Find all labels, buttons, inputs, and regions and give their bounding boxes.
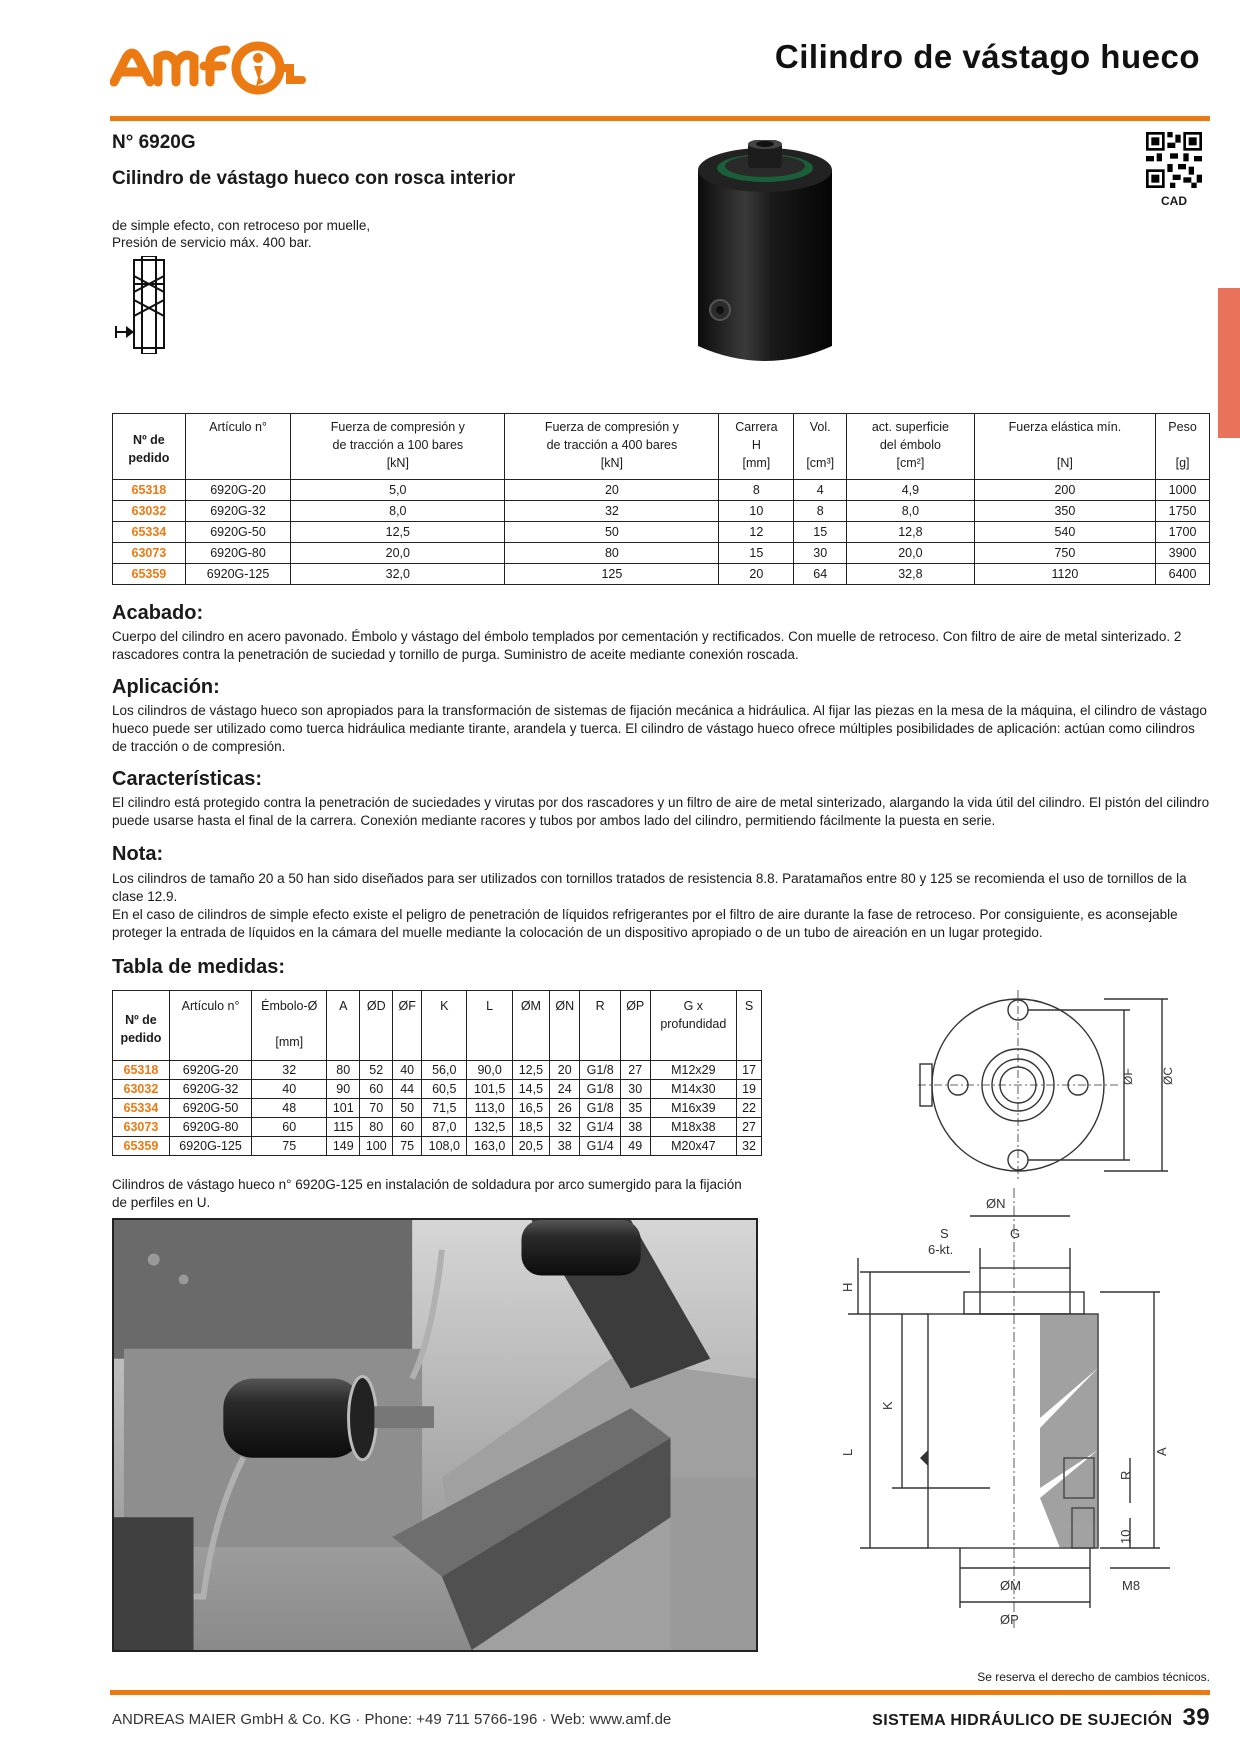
table-cell: 750: [974, 543, 1155, 564]
table-cell: 32: [252, 1061, 327, 1080]
application-photo: [112, 1218, 758, 1652]
aplicacion-heading: Aplicación:: [112, 676, 220, 698]
table-cell: 80: [327, 1061, 360, 1080]
header-line: Peso: [1168, 420, 1197, 434]
table-cell: 4,9: [847, 480, 975, 501]
top-view-drawing: [918, 990, 1208, 1180]
table-cell: 6920G-80: [185, 543, 291, 564]
column-header: [422, 991, 467, 1061]
table-cell: 49: [620, 1137, 650, 1156]
page-title: Cilindro de vástago hueco: [774, 38, 1200, 75]
table-cell: 100: [360, 1137, 393, 1156]
table-cell: 20: [719, 564, 794, 585]
table-cell: 17: [737, 1061, 762, 1080]
table-cell: 10: [719, 501, 794, 522]
label-L: L: [840, 1448, 855, 1456]
table-cell: 6920G-50: [169, 1099, 251, 1118]
table-cell: 60: [252, 1118, 327, 1137]
header-line: A: [339, 999, 348, 1013]
table-cell: 24: [549, 1080, 580, 1099]
table-cell: 113,0: [467, 1099, 512, 1118]
table-cell: 19: [737, 1080, 762, 1099]
header-line: [978, 436, 1152, 454]
nota-text-1: Los cilindros de tamaño 20 a 50 han sido diseñados para ser utilizados con tornillos tratados de resistencia 8.8. Paratamaños entre 80 y 125 se recomienda el uso de tornillos de la clase 12.9.: [112, 871, 1187, 904]
table-cell: 12,5: [512, 1061, 549, 1080]
header-line: K: [440, 999, 449, 1013]
spec-table: [112, 413, 1210, 585]
label-S: S: [940, 1226, 949, 1241]
header-line: ØF: [398, 999, 416, 1013]
column-header: [327, 991, 360, 1061]
table-cell: 1700: [1156, 522, 1210, 543]
table-cell: 38: [620, 1118, 650, 1137]
table-cell: 149: [327, 1137, 360, 1156]
table-cell: 6920G-32: [169, 1080, 251, 1099]
table-cell: 80: [360, 1118, 393, 1137]
column-header: [974, 414, 1155, 480]
photo-caption: Cilindros de vástago hueco n° 6920G-125 en instalación de soldadura por arco sumergido para la fijación de perfiles en U.: [112, 1177, 742, 1210]
order-number-cell[interactable]: 65318: [113, 1061, 170, 1080]
table-cell: 26: [549, 1099, 580, 1118]
table-cell: G1/4: [580, 1137, 620, 1156]
table-cell: 56,0: [422, 1061, 467, 1080]
header-line: [N]: [1056, 456, 1073, 470]
table-row: [113, 1137, 762, 1156]
column-header: [113, 991, 170, 1061]
acabado-heading: Acabado:: [112, 602, 204, 624]
header-line: ØM: [520, 999, 541, 1013]
company-info: ANDREAS MAIER GmbH & Co. KG · Phone: +49 711 5766-196 · Web: www.amf.de: [112, 1711, 672, 1728]
section-drawing: [840, 1188, 1210, 1628]
table-cell: 70: [360, 1099, 393, 1118]
table-cell: 40: [252, 1080, 327, 1099]
column-header: [393, 991, 422, 1061]
column-header: [650, 991, 737, 1061]
column-header: [505, 414, 719, 480]
table-cell: 15: [719, 543, 794, 564]
table-cell: 20,0: [291, 543, 505, 564]
qr-code-icon[interactable]: [1146, 132, 1202, 188]
table-cell: 6920G-125: [169, 1137, 251, 1156]
table-cell: 27: [620, 1061, 650, 1080]
table-cell: 75: [393, 1137, 422, 1156]
header-line: Fuerza elástica mín.: [1008, 420, 1122, 434]
table-cell: 64: [794, 564, 847, 585]
header-line: Artículo n°: [209, 420, 267, 434]
table-row: [113, 1080, 762, 1099]
header-line: Émbolo-Ø: [261, 999, 318, 1013]
table-cell: 52: [360, 1061, 393, 1080]
header-line: S: [744, 999, 754, 1013]
header-line: pedido: [128, 450, 170, 465]
table-cell: 30: [794, 543, 847, 564]
table-cell: 32: [505, 501, 719, 522]
section-tab: [1218, 288, 1240, 438]
column-header: [737, 991, 762, 1061]
table-cell: 44: [393, 1080, 422, 1099]
table-cell: 30: [620, 1080, 650, 1099]
table-cell: 163,0: [467, 1137, 512, 1156]
table-cell: 27: [737, 1118, 762, 1137]
label-H: H: [840, 1282, 855, 1292]
header-line: Fuerza de compresión y: [330, 420, 465, 434]
table-cell: 20,5: [512, 1137, 549, 1156]
header-line: [kN]: [600, 456, 623, 470]
header-line: [mm]: [275, 1035, 304, 1049]
table-cell: 35: [620, 1099, 650, 1118]
column-header: [719, 414, 794, 480]
header-line: [g]: [1175, 456, 1190, 470]
header-line: [mm]: [742, 456, 771, 470]
hydraulic-symbol-icon: [112, 256, 174, 354]
acabado-text: Cuerpo del cilindro en acero pavonado. Émbolo y vástago del émbolo templados por cementación y rectificados. Con muelle de retroceso. Con filtro de aire de metal sinterizado. 2 rascadores contra la penetración de suciedad y tornillo de purga. Suministro de aceite mediante conexión roscada.: [112, 629, 1182, 662]
table-cell: 101: [327, 1099, 360, 1118]
table-cell: M14x30: [650, 1080, 737, 1099]
table-cell: 3900: [1156, 543, 1210, 564]
order-number-cell[interactable]: 65334: [113, 1099, 170, 1118]
table-row: [113, 1118, 762, 1137]
table-cell: 80: [505, 543, 719, 564]
header-line: [kN]: [386, 456, 409, 470]
table-cell: 50: [393, 1099, 422, 1118]
column-header: [620, 991, 650, 1061]
header-line: pedido: [120, 1030, 162, 1045]
footer-rule: [110, 1690, 1210, 1695]
table-row: [113, 1099, 762, 1118]
header-line: ØD: [366, 999, 386, 1013]
column-header: [549, 991, 580, 1061]
caracteristicas-text: El cilindro está protegido contra la penetración de suciedades y virutas por dos rascadores y un filtro de aire de metal sinterizado, alargando la vida útil del cilindro. El pistón del cilindro puede usarse hasta el final de la carrera. Conexión mediante racores y tubos por ambos lado del cilindro, permitiendo fácilmente la puesta en serie.: [112, 795, 1210, 828]
table-cell: 12,8: [847, 522, 975, 543]
table-cell: 48: [252, 1099, 327, 1118]
table-cell: 1120: [974, 564, 1155, 585]
order-number-cell[interactable]: 63032: [113, 501, 186, 522]
label-R: R: [1118, 1470, 1133, 1480]
table-cell: 20,0: [847, 543, 975, 564]
header-line: L: [486, 999, 494, 1013]
caracteristicas-heading: Características:: [112, 768, 263, 790]
table-cell: G1/4: [580, 1118, 620, 1137]
table-cell: G1/8: [580, 1061, 620, 1080]
table-cell: 350: [974, 501, 1155, 522]
header-line: G x: [683, 999, 704, 1013]
table-cell: 18,5: [512, 1118, 549, 1137]
medidas-heading: Tabla de medidas:: [112, 956, 286, 978]
column-header: [580, 991, 620, 1061]
table-cell: 4: [794, 480, 847, 501]
column-header: [847, 414, 975, 480]
table-cell: 6920G-32: [185, 501, 291, 522]
order-number-cell[interactable]: 65359: [113, 1137, 170, 1156]
table-cell: 90: [327, 1080, 360, 1099]
table-cell: 20: [549, 1061, 580, 1080]
column-header: [360, 991, 393, 1061]
table-row: [113, 480, 1210, 501]
table-cell: M16x39: [650, 1099, 737, 1118]
order-number-cell[interactable]: 65334: [113, 522, 186, 543]
header-line: de tracción a 400 bares: [546, 438, 678, 452]
table-cell: M18x38: [650, 1118, 737, 1137]
header-line: H: [751, 438, 761, 452]
table-cell: 108,0: [422, 1137, 467, 1156]
disclaimer: Se reserva el derecho de cambios técnicos.: [977, 1670, 1210, 1684]
order-number-cell[interactable]: 65318: [113, 480, 186, 501]
label-K: K: [880, 1401, 895, 1410]
header-line: [797, 436, 843, 454]
nota-heading: Nota:: [112, 843, 164, 865]
table-cell: 15: [794, 522, 847, 543]
header-line: de tracción a 100 bares: [332, 438, 464, 452]
table-row: [113, 522, 1210, 543]
table-cell: 6400: [1156, 564, 1210, 585]
table-cell: M20x47: [650, 1137, 737, 1156]
product-photo: [690, 140, 840, 380]
header-line: ØN: [555, 999, 575, 1013]
amf-logo: [110, 40, 310, 100]
column-header: [794, 414, 847, 480]
column-header: [113, 414, 186, 480]
table-cell: 40: [393, 1061, 422, 1080]
table-cell: 5,0: [291, 480, 505, 501]
table-cell: 101,5: [467, 1080, 512, 1099]
header-line: [cm²]: [896, 456, 925, 470]
table-row: [113, 501, 1210, 522]
spec-header-row: [113, 414, 1210, 480]
order-number-cell[interactable]: 65359: [113, 564, 186, 585]
table-cell: 125: [505, 564, 719, 585]
column-header: [1156, 414, 1210, 480]
table-cell: 32: [549, 1118, 580, 1137]
table-cell: 90,0: [467, 1061, 512, 1080]
table-cell: 32,0: [291, 564, 505, 585]
table-cell: 6920G-20: [169, 1061, 251, 1080]
table-cell: 8: [719, 480, 794, 501]
table-cell: 87,0: [422, 1118, 467, 1137]
order-number-cell[interactable]: 63073: [113, 543, 186, 564]
table-cell: G1/8: [580, 1080, 620, 1099]
label-phiC: ØC: [1161, 1067, 1175, 1085]
table-cell: 71,5: [422, 1099, 467, 1118]
table-cell: 60,5: [422, 1080, 467, 1099]
table-cell: 12,5: [291, 522, 505, 543]
label-M8: M8: [1122, 1578, 1141, 1593]
table-cell: 32,8: [847, 564, 975, 585]
cad-label: CAD: [1161, 194, 1187, 208]
table-cell: 38: [549, 1137, 580, 1156]
table-row: [113, 543, 1210, 564]
column-header: [512, 991, 549, 1061]
header-line: R: [595, 999, 605, 1013]
desc-line: Presión de servicio máx. 400 bar.: [112, 235, 312, 250]
table-cell: 200: [974, 480, 1155, 501]
table-cell: 6920G-20: [185, 480, 291, 501]
table-cell: 50: [505, 522, 719, 543]
table-cell: M12x29: [650, 1061, 737, 1080]
label-hex: 6-kt.: [928, 1242, 954, 1257]
table-cell: 16,5: [512, 1099, 549, 1118]
table-cell: 32: [737, 1137, 762, 1156]
header-line: Nº de: [125, 1012, 157, 1027]
table-cell: 60: [360, 1080, 393, 1099]
table-cell: 115: [327, 1118, 360, 1137]
table-cell: 12: [719, 522, 794, 543]
table-cell: 8,0: [847, 501, 975, 522]
header-line: Nº de: [133, 432, 165, 447]
table-cell: 8: [794, 501, 847, 522]
header-line: ØP: [626, 999, 645, 1013]
label-10: 10: [1118, 1529, 1133, 1544]
column-header: [169, 991, 251, 1061]
table-cell: 132,5: [467, 1118, 512, 1137]
label-phiN: ØN: [986, 1196, 1006, 1211]
aplicacion-text: Los cilindros de vástago hueco son apropiados para la transformación de sistemas de fijación mecánica a hidráulica. Al fijar las piezas en la mesa de la máquina, el cilindro de vástago hueco puede ser utilizado como tuerca hidráulica mediante tirante, arandela y tuerca. El cilindro de vástago hueco ofrece múltiples posibilidades de aplicación: actúan como cilindros de tracción o de compresión.: [112, 703, 1207, 754]
table-cell: 60: [393, 1118, 422, 1137]
label-phiF: ØF: [1121, 1068, 1135, 1085]
order-number-cell[interactable]: 63032: [113, 1080, 170, 1099]
dimension-table: [112, 990, 762, 1156]
header-line: del émbolo: [879, 438, 941, 452]
table-cell: 14,5: [512, 1080, 549, 1099]
header-line: [1159, 436, 1206, 454]
label-phiM: ØM: [1000, 1578, 1021, 1593]
table-cell: 6920G-50: [185, 522, 291, 543]
header-rule: [110, 116, 1210, 121]
order-number-cell[interactable]: 63073: [113, 1118, 170, 1137]
dim-header-row: [113, 991, 762, 1061]
header-line: [255, 1015, 323, 1033]
table-cell: 1750: [1156, 501, 1210, 522]
table-cell: 540: [974, 522, 1155, 543]
table-cell: 75: [252, 1137, 327, 1156]
header-line: [cm³]: [806, 456, 835, 470]
header-line: Vol.: [809, 420, 831, 434]
header-line: Fuerza de compresión y: [544, 420, 679, 434]
label-G: G: [1010, 1226, 1021, 1241]
page-number: 39: [1182, 1704, 1210, 1731]
column-header: [291, 414, 505, 480]
footer-section: [872, 1704, 1210, 1732]
product-subtitle: Cilindro de vástago hueco con rosca interior: [112, 168, 516, 189]
label-A: A: [1154, 1447, 1169, 1456]
table-row: [113, 1061, 762, 1080]
table-cell: 6920G-125: [185, 564, 291, 585]
header-line: Carrera: [735, 420, 778, 434]
nota-text-2: En el caso de cilindros de simple efecto existe el peligro de penetración de líquidos refrigerantes por el filtro de aire durante la fase de retroceso. Por consiguiente, es aconsejable proteger la entrada de líquidos en la cámara del muelle mediante la colocación de un dispositivo apropiado o de un tubo de aireación en un lugar protegido.: [112, 907, 1178, 940]
header-line: act. superficie: [871, 420, 949, 434]
column-header: [185, 414, 291, 480]
table-cell: 8,0: [291, 501, 505, 522]
desc-line: de simple efecto, con retroceso por muelle,: [112, 218, 371, 233]
table-cell: 22: [737, 1099, 762, 1118]
section-name: SISTEMA HIDRÁULICO DE SUJECIÓN: [872, 1712, 1173, 1729]
table-cell: 1000: [1156, 480, 1210, 501]
table-row: [113, 564, 1210, 585]
header-line: profundidad: [660, 1017, 727, 1031]
header-line: Artículo n°: [181, 999, 240, 1013]
table-cell: 6920G-80: [169, 1118, 251, 1137]
column-header: [252, 991, 327, 1061]
product-description: [112, 217, 370, 251]
label-phiP: ØP: [1000, 1612, 1019, 1627]
table-cell: G1/8: [580, 1099, 620, 1118]
table-cell: 20: [505, 480, 719, 501]
article-number: N° 6920G: [112, 132, 196, 153]
column-header: [467, 991, 512, 1061]
